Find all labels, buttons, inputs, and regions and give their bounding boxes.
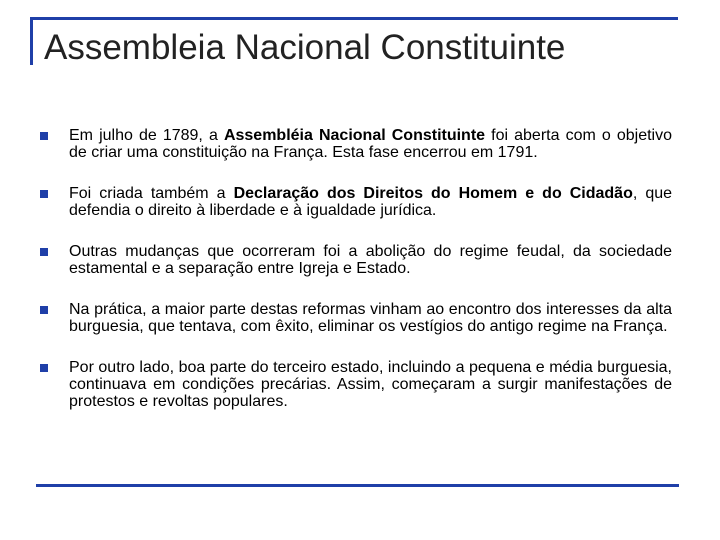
bullet-text-segment: Em julho de 1789, a <box>69 127 224 144</box>
bottom-rule <box>36 484 679 487</box>
bullet-item <box>40 301 672 335</box>
title-frame-top-rule <box>30 17 678 20</box>
bullet-item <box>40 185 672 219</box>
bullet-text-bold: Declaração dos Direitos do Homem e do Cidadão <box>233 185 633 202</box>
bullet-item <box>40 243 672 277</box>
bullet-item <box>40 359 672 410</box>
bullet-text <box>69 185 672 219</box>
bullet-text-segment: Na prática, a maior parte destas reformas vinham ao encontro dos interesses da alta burguesia, que tentava, com êxito, eliminar os vestígios do antigo regime na França. <box>69 301 672 335</box>
square-bullet-icon <box>40 306 48 314</box>
square-bullet-icon <box>40 132 48 140</box>
square-bullet-icon <box>40 190 48 198</box>
bullet-text-bold: Assembléia Nacional Constituinte <box>223 127 486 144</box>
bullet-list <box>40 127 672 410</box>
bullet-text-segment: , que defendia o direito à liberdade e à igualdade jurídica. <box>69 185 673 219</box>
square-bullet-icon <box>40 364 48 372</box>
bullet-text-segment: Por outro lado, boa parte do terceiro estado, incluindo a pequena e média burguesia, continuava em condições precárias. Assim, começaram a surgir manifestações de protestos e revoltas populares. <box>69 359 672 410</box>
bullet-text-segment: Foi criada também a <box>69 185 234 202</box>
slide-title: Assembleia Nacional Constituinte <box>44 28 566 67</box>
bullet-text-segment: Outras mudanças que ocorreram foi a abolição do regime feudal, da sociedade estamental e a separação entre Igreja e Estado. <box>69 243 672 277</box>
bullet-text <box>69 127 672 161</box>
bullet-item <box>40 127 672 161</box>
title-frame-left-rule <box>30 17 33 65</box>
square-bullet-icon <box>40 248 48 256</box>
bullet-text-segment: foi aberta com o objetivo de criar uma constituição na França. Esta fase encerrou em 1791. <box>69 127 673 161</box>
bullet-text <box>69 359 672 410</box>
bullet-text <box>69 301 672 335</box>
bullet-text <box>69 243 672 277</box>
